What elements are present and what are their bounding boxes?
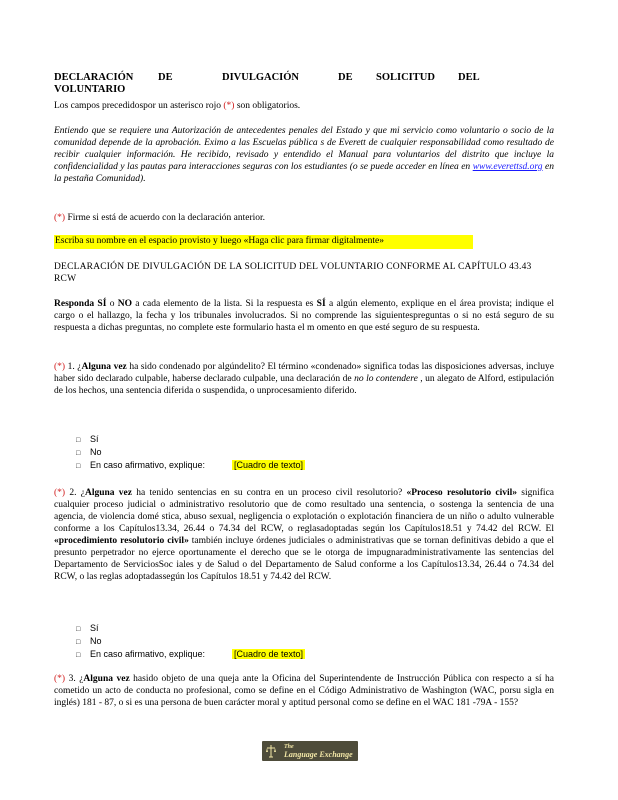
language-exchange-logo [262,741,358,761]
title-word: DIVULGACIÓN [222,72,300,83]
checkbox-icon[interactable]: □ [76,463,81,470]
question-2: (*) 2. ¿Alguna vez ha tenido sentencias en su contra en un proceso civil resolutorio? «Proceso resolutorio civil» significa cualquier proceso judicial o administrativo resolutorio que de como resultado una sentencia, o sostenga la sentencia de una agencia, de violencia domé stica, abuso sexual, negligencia o explotación o explotación financiera de un niño o adulto vulnerable conforme a los Capítulos13.34, 26.44 o 74.34 del RCW, o reglasadoptadas según los Capítulos18.51 y 74.42 del RCW. El «procedimiento resolutorio civil» también incluye órdenes judiciales o administrativas que se tornan definitivas debido a que el presunto perpetrador no ejerce oportunamente el derecho que se le otorga de impugnaradministrativamente las sentencias del Departamento de ServiciosSoc iales y de Salud o del Departamento de Salud conforme a los Capítulos13.34, 26.44 o 74.34 del RCW, o las reglas adoptadassegún los Capítulos 18.51 y 74.42 del RCW. [54,488,555,582]
question-3: (*) 3. ¿Alguna vez hasido objeto de una queja ante la Oficina del Superintendente de Instrucción Pública con respecto a sí ha cometido un acto de conducta no profesional, como se define en el Código Administrativo de Washington (WAC, porsu sigla en inglés) 181 - 87, o si es una persona de buen carácter moral y aptitud personal como se define en el WAC 181 -79A - 155? [54,674,555,708]
required-asterisk: (*) [54,213,66,223]
option-explain: □ En caso afirmativo, explique: [Cuadro de texto] [76,648,305,661]
required-asterisk: (*) [54,488,66,498]
checkbox-icon[interactable]: □ [76,450,81,457]
option-no[interactable]: □ No [76,446,305,459]
declaration-heading: DECLARACIÓN DE DIVULGACIÓN DE LA SOLICITUD DEL VOLUNTARIO CONFORME AL CAPÍTULO 43.43 RCW [54,262,532,284]
title-word: DEL [458,72,480,83]
title-word: DE [338,72,353,83]
title-word: DE [158,72,173,83]
checkbox-icon[interactable]: □ [76,652,81,659]
digital-signature-field[interactable]: Escriba su nombre en el espacio provisto y luego «Haga clic para firmar digitalmente» [54,235,473,249]
title-word: DECLARACIÓN [54,72,134,83]
logo-text-line1: The [284,744,294,750]
title-word: VOLUNTARIO [54,84,126,95]
instructions-paragraph: Responda SÍ o NO a cada elemento de la lista. Si la respuesta es SÍ a algún elemento, explique en el área provista; indique el cargo o el hallazgo, la fecha y los tribunales involucrados. Si no comprende las siguientespreguntas o si no está seguro de su respuesta a dichas preguntas, no complete este formulario hasta el m omento en que esté seguro de su respuesta. [54,299,555,333]
scales-icon [266,744,276,758]
checkbox-icon[interactable]: □ [76,626,81,633]
required-asterisk: (*) [223,101,235,111]
option-no[interactable]: □ No [76,635,305,648]
document-title [54,72,554,96]
required-fields-note: Los campos precedidospor un asterisco rojo (*) son obligatorios. [54,101,301,111]
explanation-textbox[interactable]: [Cuadro de texto] [234,649,304,659]
option-yes[interactable]: □ Sí [76,622,305,635]
checkbox-icon[interactable]: □ [76,639,81,646]
option-explain: □ En caso afirmativo, explique: [Cuadro de texto] [76,459,305,472]
district-website-link[interactable]: www.everettsd.org [472,162,543,172]
question-1-options [76,433,305,472]
explanation-textbox[interactable]: [Cuadro de texto] [234,460,304,470]
authorization-paragraph: Entiendo que se requiere una Autorización de antecedentes penales del Estado y que mi servicio como voluntario o socio de la comunidad depende de la aprobación. Eximo a las Escuelas pública s de Everett de cualquier responsabilidad como resultado de recibir cualquier información. He recibido, revisado y entendido el Manual para voluntarios del distrito que incluye la confidencialidad y las pautas para interacciones seguras con los estudiantes (o se puede acceder en línea en www.everettsd.org en la pestaña Comunidad). [54,126,554,184]
checkbox-icon[interactable]: □ [76,437,81,444]
logo-text-line2: Language Exchange [284,750,353,759]
sign-agreement-line: (*) Firme si está de acuerdo con la declaración anterior. [54,213,266,223]
question-1: (*) 1. ¿Alguna vez ha sido condenado por algúndelito? El término «condenado» significa todas las disposiciones adversas, incluye haber sido declarado culpable, haberse declarado culpable, una declaración de no lo contendere , un alegato de Alford, estipulación de los hechos, una sentencia diferida o suspendida, o unprocesamiento diferido. [54,362,554,396]
option-yes[interactable]: □ Sí [76,433,305,446]
title-word: SOLICITUD [376,72,435,83]
required-asterisk: (*) [54,674,66,684]
question-2-options [76,622,305,661]
required-asterisk: (*) [54,362,66,372]
